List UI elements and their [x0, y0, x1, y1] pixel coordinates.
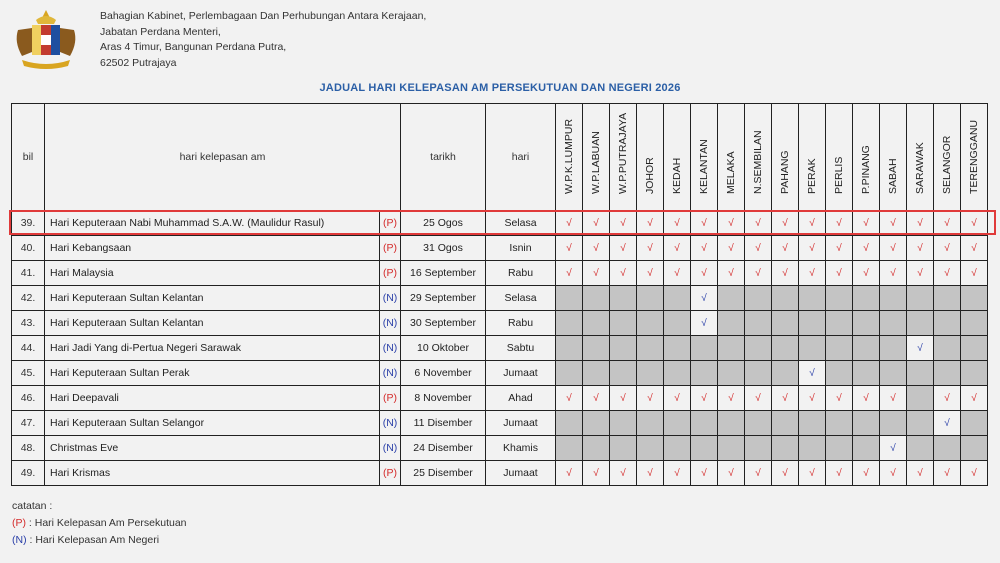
check-mark: √	[853, 386, 880, 411]
empty-state-cell	[880, 286, 907, 311]
table-row	[12, 386, 988, 411]
header-state	[718, 104, 745, 211]
check-mark: √	[934, 236, 961, 261]
state-label: SELANGOR	[941, 135, 953, 194]
row-number: 46.	[12, 386, 45, 411]
check-mark: √	[610, 261, 637, 286]
office-address	[100, 9, 426, 71]
row-number: 41.	[12, 261, 45, 286]
check-mark: √	[664, 461, 691, 486]
empty-state-cell	[772, 361, 799, 386]
empty-state-cell	[664, 336, 691, 361]
header-state	[853, 104, 880, 211]
row-number: 44.	[12, 336, 45, 361]
empty-state-cell	[718, 436, 745, 461]
empty-state-cell	[880, 411, 907, 436]
empty-state-cell	[907, 436, 934, 461]
header-state	[934, 104, 961, 211]
check-mark: √	[826, 461, 853, 486]
empty-state-cell	[610, 286, 637, 311]
holiday-type-tag: (N)	[380, 411, 401, 436]
table-row	[12, 311, 988, 336]
check-mark: √	[799, 386, 826, 411]
state-label: KELANTAN	[698, 139, 710, 194]
empty-state-cell	[961, 286, 988, 311]
check-mark: √	[691, 286, 718, 311]
state-label: TERENGGANU	[968, 119, 980, 194]
empty-state-cell	[934, 336, 961, 361]
malaysia-coat-of-arms-logo	[10, 8, 82, 74]
check-mark: √	[556, 236, 583, 261]
table-row	[12, 361, 988, 386]
row-number: 47.	[12, 411, 45, 436]
empty-state-cell	[556, 361, 583, 386]
check-mark: √	[799, 261, 826, 286]
empty-state-cell	[691, 361, 718, 386]
empty-state-cell	[637, 336, 664, 361]
empty-state-cell	[826, 311, 853, 336]
check-mark: √	[880, 436, 907, 461]
empty-state-cell	[745, 361, 772, 386]
check-mark: √	[826, 236, 853, 261]
row-number: 39.	[12, 211, 45, 236]
holiday-day: Jumaat	[486, 411, 556, 436]
check-mark: √	[556, 461, 583, 486]
empty-state-cell	[745, 436, 772, 461]
empty-state-cell	[853, 361, 880, 386]
check-mark: √	[637, 236, 664, 261]
holiday-type-tag: (N)	[380, 286, 401, 311]
state-label: W.P.PUTRAJAYA	[617, 112, 629, 194]
empty-state-cell	[853, 311, 880, 336]
empty-state-cell	[799, 436, 826, 461]
check-mark: √	[637, 386, 664, 411]
check-mark: √	[961, 236, 988, 261]
header-state	[637, 104, 664, 211]
empty-state-cell	[691, 336, 718, 361]
check-mark: √	[745, 211, 772, 236]
check-mark: √	[880, 386, 907, 411]
check-mark: √	[718, 386, 745, 411]
check-mark: √	[907, 461, 934, 486]
check-mark: √	[745, 261, 772, 286]
check-mark: √	[853, 261, 880, 286]
check-mark: √	[691, 461, 718, 486]
check-mark: √	[637, 461, 664, 486]
check-mark: √	[907, 211, 934, 236]
address-line: 62502 Putrajaya	[100, 56, 177, 69]
empty-state-cell	[799, 311, 826, 336]
check-mark: √	[745, 236, 772, 261]
check-mark: √	[880, 211, 907, 236]
empty-state-cell	[907, 411, 934, 436]
empty-state-cell	[934, 436, 961, 461]
holiday-date: 29 September	[401, 286, 486, 311]
empty-state-cell	[664, 361, 691, 386]
holiday-type-tag: (P)	[380, 236, 401, 261]
check-mark: √	[772, 386, 799, 411]
header-state	[799, 104, 826, 211]
check-mark: √	[718, 461, 745, 486]
empty-state-cell	[583, 411, 610, 436]
holiday-day: Rabu	[486, 261, 556, 286]
header-date: tarikh	[401, 104, 486, 211]
check-mark: √	[934, 261, 961, 286]
empty-state-cell	[826, 286, 853, 311]
holiday-date: 31 Ogos	[401, 236, 486, 261]
check-mark: √	[691, 311, 718, 336]
state-label: JOHOR	[644, 157, 656, 194]
header-state	[664, 104, 691, 211]
empty-state-cell	[718, 361, 745, 386]
notes-heading: catatan :	[12, 500, 53, 512]
empty-state-cell	[880, 336, 907, 361]
header-day: hari	[486, 104, 556, 211]
check-mark: √	[664, 211, 691, 236]
empty-state-cell	[610, 336, 637, 361]
header-state	[610, 104, 637, 211]
table-row	[12, 236, 988, 261]
header-state	[961, 104, 988, 211]
row-number: 42.	[12, 286, 45, 311]
holiday-name: Hari Keputeraan Sultan Kelantan	[45, 311, 380, 336]
empty-state-cell	[853, 436, 880, 461]
holiday-day: Rabu	[486, 311, 556, 336]
state-label: KEDAH	[671, 157, 683, 194]
note-federal-tag: (P)	[12, 517, 26, 529]
check-mark: √	[853, 461, 880, 486]
holiday-day: Ahad	[486, 386, 556, 411]
check-mark: √	[961, 261, 988, 286]
holiday-name: Hari Krismas	[45, 461, 380, 486]
empty-state-cell	[556, 311, 583, 336]
check-mark: √	[718, 236, 745, 261]
header-bil: bil	[12, 104, 45, 211]
note-state	[12, 532, 187, 549]
check-mark: √	[664, 386, 691, 411]
empty-state-cell	[556, 411, 583, 436]
empty-state-cell	[691, 436, 718, 461]
empty-state-cell	[718, 311, 745, 336]
state-label: PERLIS	[833, 156, 845, 194]
table-row	[12, 461, 988, 486]
holiday-day: Selasa	[486, 211, 556, 236]
empty-state-cell	[853, 336, 880, 361]
check-mark: √	[853, 211, 880, 236]
empty-state-cell	[745, 286, 772, 311]
empty-state-cell	[664, 411, 691, 436]
empty-state-cell	[934, 361, 961, 386]
empty-state-cell	[691, 411, 718, 436]
check-mark: √	[610, 211, 637, 236]
check-mark: √	[610, 386, 637, 411]
empty-state-cell	[745, 411, 772, 436]
empty-state-cell	[853, 411, 880, 436]
holiday-day: Isnin	[486, 236, 556, 261]
check-mark: √	[799, 461, 826, 486]
check-mark: √	[934, 411, 961, 436]
empty-state-cell	[745, 336, 772, 361]
holiday-date: 25 Ogos	[401, 211, 486, 236]
empty-state-cell	[907, 286, 934, 311]
holiday-type-tag: (N)	[380, 436, 401, 461]
header-state	[691, 104, 718, 211]
empty-state-cell	[826, 361, 853, 386]
check-mark: √	[907, 336, 934, 361]
holiday-day: Sabtu	[486, 336, 556, 361]
note-federal-text: : Hari Kelepasan Am Persekutuan	[28, 517, 187, 529]
check-mark: √	[610, 236, 637, 261]
check-mark: √	[961, 461, 988, 486]
holiday-type-tag: (P)	[380, 461, 401, 486]
check-mark: √	[961, 386, 988, 411]
table-row	[12, 261, 988, 286]
check-mark: √	[880, 236, 907, 261]
holiday-date: 11 Disember	[401, 411, 486, 436]
empty-state-cell	[772, 286, 799, 311]
empty-state-cell	[880, 311, 907, 336]
row-number: 40.	[12, 236, 45, 261]
empty-state-cell	[583, 311, 610, 336]
header-state	[583, 104, 610, 211]
empty-state-cell	[880, 361, 907, 386]
check-mark: √	[691, 211, 718, 236]
state-label: MELAKA	[725, 151, 737, 194]
check-mark: √	[691, 236, 718, 261]
empty-state-cell	[637, 361, 664, 386]
holiday-name: Hari Jadi Yang di-Pertua Negeri Sarawak	[45, 336, 380, 361]
holiday-day: Khamis	[486, 436, 556, 461]
check-mark: √	[880, 261, 907, 286]
check-mark: √	[745, 461, 772, 486]
holiday-type-tag: (N)	[380, 311, 401, 336]
holiday-type-tag: (P)	[380, 211, 401, 236]
check-mark: √	[583, 461, 610, 486]
holiday-type-tag: (P)	[380, 386, 401, 411]
empty-state-cell	[583, 336, 610, 361]
check-mark: √	[907, 261, 934, 286]
holiday-name: Hari Keputeraan Sultan Kelantan	[45, 286, 380, 311]
holiday-date: 10 Oktober	[401, 336, 486, 361]
empty-state-cell	[610, 361, 637, 386]
empty-state-cell	[664, 436, 691, 461]
state-label: PAHANG	[779, 150, 791, 194]
check-mark: √	[961, 211, 988, 236]
state-label: PERAK	[806, 158, 818, 194]
holiday-name: Hari Malaysia	[45, 261, 380, 286]
check-mark: √	[583, 386, 610, 411]
empty-state-cell	[583, 436, 610, 461]
holiday-date: 6 November	[401, 361, 486, 386]
holiday-day: Selasa	[486, 286, 556, 311]
empty-state-cell	[826, 436, 853, 461]
check-mark: √	[907, 236, 934, 261]
check-mark: √	[826, 261, 853, 286]
holiday-table	[11, 103, 988, 486]
row-number: 43.	[12, 311, 45, 336]
holiday-date: 25 Disember	[401, 461, 486, 486]
note-state-tag: (N)	[12, 534, 27, 546]
check-mark: √	[880, 461, 907, 486]
empty-state-cell	[610, 436, 637, 461]
header-state	[556, 104, 583, 211]
check-mark: √	[718, 261, 745, 286]
check-mark: √	[799, 211, 826, 236]
empty-state-cell	[961, 361, 988, 386]
table-row	[12, 286, 988, 311]
check-mark: √	[637, 261, 664, 286]
empty-state-cell	[907, 311, 934, 336]
check-mark: √	[583, 211, 610, 236]
check-mark: √	[772, 261, 799, 286]
empty-state-cell	[772, 436, 799, 461]
check-mark: √	[691, 261, 718, 286]
empty-state-cell	[961, 311, 988, 336]
state-label: W.P.K.LUMPUR	[563, 118, 575, 194]
state-label: SARAWAK	[914, 142, 926, 194]
empty-state-cell	[610, 411, 637, 436]
holiday-name: Hari Keputeraan Nabi Muhammad S.A.W. (Maulidur Rasul)	[45, 211, 380, 236]
check-mark: √	[718, 211, 745, 236]
state-label: P.PINANG	[860, 145, 872, 194]
empty-state-cell	[637, 436, 664, 461]
empty-state-cell	[583, 361, 610, 386]
holiday-name: Hari Keputeraan Sultan Perak	[45, 361, 380, 386]
empty-state-cell	[610, 311, 637, 336]
table-row	[12, 411, 988, 436]
header-state	[745, 104, 772, 211]
empty-state-cell	[637, 411, 664, 436]
state-label: W.P.LABUAN	[590, 131, 602, 194]
check-mark: √	[556, 211, 583, 236]
check-mark: √	[772, 461, 799, 486]
check-mark: √	[745, 386, 772, 411]
empty-state-cell	[664, 286, 691, 311]
empty-state-cell	[556, 286, 583, 311]
check-mark: √	[664, 236, 691, 261]
table-row	[12, 211, 988, 236]
empty-state-cell	[799, 286, 826, 311]
empty-state-cell	[907, 361, 934, 386]
check-mark: √	[934, 386, 961, 411]
header-state	[772, 104, 799, 211]
check-mark: √	[583, 261, 610, 286]
holiday-date: 24 Disember	[401, 436, 486, 461]
empty-state-cell	[961, 411, 988, 436]
empty-state-cell	[718, 411, 745, 436]
holiday-name: Hari Deepavali	[45, 386, 380, 411]
check-mark: √	[934, 461, 961, 486]
header-row	[12, 104, 988, 211]
check-mark: √	[691, 386, 718, 411]
empty-state-cell	[556, 336, 583, 361]
holiday-date: 30 September	[401, 311, 486, 336]
check-mark: √	[610, 461, 637, 486]
state-label: SABAH	[887, 158, 899, 194]
empty-state-cell	[799, 411, 826, 436]
holiday-name: Christmas Eve	[45, 436, 380, 461]
header-holiday-name: hari kelepasan am	[45, 104, 401, 211]
address-line: Aras 4 Timur, Bangunan Perdana Putra,	[100, 41, 287, 53]
empty-state-cell	[907, 386, 934, 411]
holiday-type-tag: (N)	[380, 336, 401, 361]
holiday-name: Hari Keputeraan Sultan Selangor	[45, 411, 380, 436]
check-mark: √	[772, 211, 799, 236]
empty-state-cell	[772, 311, 799, 336]
empty-state-cell	[637, 286, 664, 311]
empty-state-cell	[961, 336, 988, 361]
holiday-type-tag: (N)	[380, 361, 401, 386]
check-mark: √	[772, 236, 799, 261]
header-state	[907, 104, 934, 211]
holiday-date: 16 September	[401, 261, 486, 286]
empty-state-cell	[718, 336, 745, 361]
check-mark: √	[934, 211, 961, 236]
empty-state-cell	[772, 336, 799, 361]
page-title: JADUAL HARI KELEPASAN AM PERSEKUTUAN DAN NEGERI 2026	[319, 82, 681, 94]
check-mark: √	[556, 261, 583, 286]
empty-state-cell	[826, 336, 853, 361]
empty-state-cell	[853, 286, 880, 311]
empty-state-cell	[664, 311, 691, 336]
check-mark: √	[853, 236, 880, 261]
empty-state-cell	[637, 311, 664, 336]
check-mark: √	[583, 236, 610, 261]
check-mark: √	[826, 211, 853, 236]
holiday-day: Jumaat	[486, 461, 556, 486]
table-row	[12, 336, 988, 361]
holiday-day: Jumaat	[486, 361, 556, 386]
check-mark: √	[637, 211, 664, 236]
empty-state-cell	[934, 311, 961, 336]
header-state	[880, 104, 907, 211]
check-mark: √	[799, 236, 826, 261]
empty-state-cell	[583, 286, 610, 311]
empty-state-cell	[556, 436, 583, 461]
empty-state-cell	[826, 411, 853, 436]
check-mark: √	[799, 361, 826, 386]
empty-state-cell	[718, 286, 745, 311]
empty-state-cell	[934, 286, 961, 311]
empty-state-cell	[799, 336, 826, 361]
check-mark: √	[826, 386, 853, 411]
state-label: N.SEMBILAN	[752, 130, 764, 194]
holiday-date: 8 November	[401, 386, 486, 411]
empty-state-cell	[961, 436, 988, 461]
note-federal	[12, 515, 187, 532]
empty-state-cell	[745, 311, 772, 336]
check-mark: √	[664, 261, 691, 286]
holiday-type-tag: (P)	[380, 261, 401, 286]
empty-state-cell	[772, 411, 799, 436]
header-state	[826, 104, 853, 211]
address-line: Jabatan Perdana Menteri,	[100, 25, 221, 38]
table-row	[12, 436, 988, 461]
row-number: 45.	[12, 361, 45, 386]
row-number: 49.	[12, 461, 45, 486]
holiday-name: Hari Kebangsaan	[45, 236, 380, 261]
notes	[12, 498, 187, 549]
address-line: Bahagian Kabinet, Perlembagaan Dan Perhubungan Antara Kerajaan,	[100, 10, 427, 22]
note-state-text: : Hari Kelepasan Am Negeri	[29, 534, 160, 546]
row-number: 48.	[12, 436, 45, 461]
check-mark: √	[556, 386, 583, 411]
